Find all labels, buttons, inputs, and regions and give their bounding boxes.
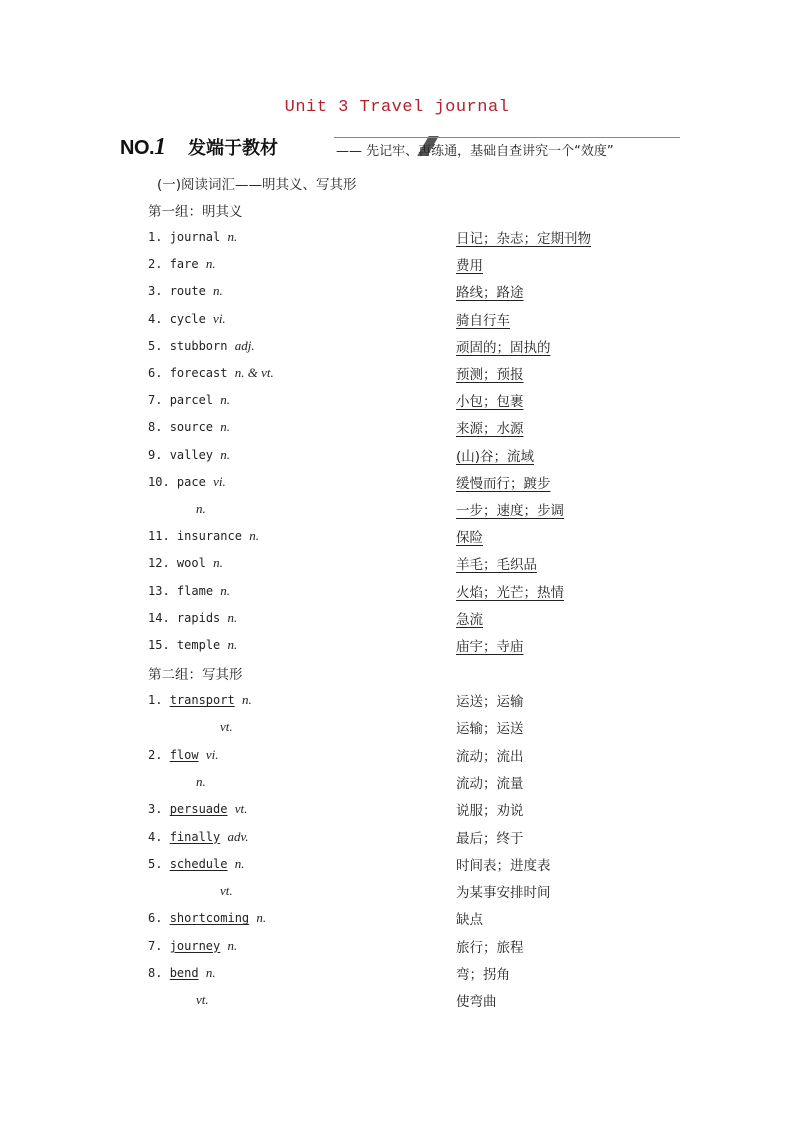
word-entry: [148, 610, 237, 626]
part-of-speech: vt.: [196, 992, 209, 1008]
part-of-speech: n.: [249, 528, 259, 544]
list-item: [0, 992, 794, 1012]
word-entry: [220, 883, 233, 899]
list-item: [0, 555, 794, 575]
list-item: [0, 474, 794, 494]
item-number: 5.: [148, 856, 163, 871]
word-meaning: 庙宇；寺庙: [456, 639, 524, 655]
word-entry: [148, 938, 237, 954]
word-meaning: 旅行；旅程: [456, 939, 524, 956]
part-of-speech: adv.: [227, 828, 249, 844]
word-meaning: 火焰；光芒；热情: [456, 584, 564, 601]
part-of-speech: adj.: [234, 337, 255, 353]
list-item: [0, 229, 794, 249]
item-number: 8.: [148, 966, 163, 980]
list-item: [0, 774, 794, 794]
section-title: (一)阅读词汇——明其义、写其形: [157, 177, 357, 193]
vocab-word: fare: [169, 257, 199, 272]
part-of-speech: n.: [227, 609, 238, 625]
vocab-word: route: [169, 284, 206, 299]
part-of-speech: n.: [241, 692, 252, 707]
word-meaning: 顽固的；固执的: [456, 339, 551, 356]
item-number: 2.: [148, 747, 163, 762]
part-of-speech: vt.: [234, 801, 248, 817]
list-item: [0, 856, 794, 876]
vocab-word: bend: [169, 966, 199, 980]
item-number: 5.: [148, 338, 163, 353]
word-entry: [148, 583, 230, 599]
part-of-speech: n.: [205, 965, 216, 980]
word-meaning: 羊毛；毛织品: [456, 557, 537, 574]
word-entry: [148, 637, 237, 653]
part-of-speech: vi.: [213, 310, 226, 326]
item-number: 12.: [148, 556, 170, 571]
word-meaning: 来源；水源: [456, 421, 524, 438]
part-of-speech: vt.: [220, 883, 233, 899]
part-of-speech: n.: [220, 582, 231, 598]
word-meaning: 为某事安排时间: [456, 885, 551, 902]
item-number: 3.: [148, 284, 163, 299]
list-item: [0, 311, 794, 331]
list-item: [0, 338, 794, 358]
word-entry: [220, 719, 233, 735]
word-entry: [148, 965, 216, 981]
word-meaning: 保险: [456, 530, 483, 547]
part-of-speech: n.: [205, 256, 216, 272]
word-meaning: 时间表；进度表: [456, 857, 551, 874]
list-item: [0, 965, 794, 985]
vocab-word: finally: [169, 829, 221, 844]
part-of-speech: n. & vt.: [234, 365, 274, 380]
list-item: [0, 610, 794, 630]
word-entry: [148, 256, 216, 272]
part-of-speech: n.: [196, 773, 206, 789]
vocab-word: transport: [169, 693, 235, 707]
word-meaning: 最后；终于: [456, 830, 524, 847]
banner-rule: [334, 137, 680, 138]
vocab-word: pace: [176, 474, 206, 489]
word-entry: [148, 474, 226, 490]
word-entry: [148, 419, 230, 435]
word-meaning: 流动；流量: [456, 775, 524, 792]
part-of-speech: n.: [213, 283, 223, 299]
word-entry: [196, 501, 206, 517]
list-item: [0, 883, 794, 903]
word-meaning: 路线；路途: [456, 285, 524, 302]
vocab-word: wool: [176, 556, 206, 571]
item-number: 10.: [148, 474, 170, 489]
item-number: 8.: [148, 420, 163, 435]
list-item: [0, 637, 794, 657]
vocab-word: journey: [169, 938, 221, 953]
word-entry: [148, 692, 252, 708]
word-entry: [148, 338, 255, 354]
word-entry: [148, 311, 226, 327]
list-item: [0, 829, 794, 849]
word-meaning: 缓慢而行；踱步: [456, 475, 551, 492]
item-number: 6.: [148, 366, 163, 380]
part-of-speech: vi.: [205, 746, 219, 762]
vocab-word: cycle: [169, 311, 206, 326]
part-of-speech: n.: [220, 446, 231, 462]
word-entry: [148, 447, 230, 463]
word-entry: [148, 829, 249, 845]
vocab-word: forecast: [169, 366, 228, 380]
word-entry: [148, 910, 266, 926]
word-entry: [196, 992, 209, 1008]
word-meaning: 日记；杂志；定期刊物: [456, 231, 591, 247]
item-number: 4.: [148, 829, 163, 844]
item-number: 4.: [148, 311, 163, 326]
vocab-word: journal: [169, 230, 221, 244]
word-entry: [148, 528, 259, 544]
list-item: [0, 256, 794, 276]
word-meaning: 骑自行车: [456, 312, 510, 329]
vocab-word: flame: [176, 583, 214, 598]
word-meaning: 使弯曲: [456, 994, 497, 1011]
group1-label: 第一组：明其义: [148, 204, 243, 220]
word-entry: [196, 774, 206, 790]
list-item: [0, 747, 794, 767]
word-meaning: (山)谷；流域: [456, 448, 535, 465]
part-of-speech: n.: [213, 555, 223, 571]
word-entry: [148, 801, 247, 817]
word-meaning: 小包；包裹: [456, 394, 524, 411]
part-of-speech: n.: [196, 501, 206, 516]
list-item: [0, 938, 794, 958]
part-of-speech: n.: [227, 229, 238, 244]
item-number: 15.: [148, 638, 170, 652]
item-number: 1.: [148, 693, 163, 707]
list-item: [0, 801, 794, 821]
item-number: 2.: [148, 257, 163, 272]
vocab-word: source: [169, 420, 214, 435]
vocab-word: flow: [169, 747, 199, 762]
word-meaning: 急流: [456, 611, 483, 628]
vocab-word: stubborn: [169, 338, 228, 353]
part-of-speech: n.: [256, 910, 267, 926]
word-meaning: 运输；运送: [456, 721, 524, 738]
word-meaning: 费用: [456, 258, 483, 275]
list-item: [0, 365, 794, 385]
word-meaning: 说服；劝说: [456, 803, 524, 820]
item-number: 3.: [148, 802, 163, 817]
part-of-speech: vi.: [213, 473, 226, 489]
group2-label: 第二组：写其形: [148, 667, 243, 683]
vocab-word: rapids: [176, 610, 221, 625]
vocab-word: shortcoming: [169, 911, 250, 926]
list-item: [0, 528, 794, 548]
vocab-word: parcel: [169, 393, 214, 408]
word-entry: [148, 365, 274, 381]
item-number: 13.: [148, 583, 170, 598]
part-of-speech: n.: [227, 637, 238, 652]
word-entry: [148, 229, 237, 245]
word-entry: [148, 747, 218, 763]
item-number: 9.: [148, 447, 163, 462]
part-of-speech: n.: [234, 855, 245, 871]
list-item: [0, 447, 794, 467]
item-number: 7.: [148, 938, 163, 953]
part-of-speech: vt.: [220, 719, 233, 735]
vocab-word: schedule: [169, 856, 228, 871]
part-of-speech: n.: [220, 419, 231, 435]
vocab-word: valley: [169, 447, 214, 462]
vocab-word: persuade: [169, 802, 228, 817]
item-number: 6.: [148, 911, 163, 926]
part-of-speech: n.: [227, 937, 238, 953]
vocab-word: insurance: [176, 529, 242, 544]
word-meaning: 弯；拐角: [456, 967, 510, 983]
word-entry: [148, 283, 223, 299]
banner-number: NO.1: [120, 134, 166, 160]
word-meaning: 预测；预报: [456, 367, 524, 383]
item-number: 7.: [148, 393, 163, 408]
item-number: 14.: [148, 610, 170, 625]
list-item: [0, 910, 794, 930]
list-item: [0, 501, 794, 521]
word-meaning: 缺点: [456, 912, 483, 929]
vocab-word: temple: [176, 638, 221, 652]
list-item: [0, 419, 794, 439]
word-entry: [148, 392, 230, 408]
banner-subtitle: —— 先记牢、再练通，基础自查讲究一个“效度”: [336, 144, 614, 159]
word-entry: [148, 555, 223, 571]
page-title: Unit 3 Travel journal: [284, 98, 510, 117]
list-item: [0, 583, 794, 603]
list-item: [0, 392, 794, 412]
list-item: [0, 283, 794, 303]
list-item: [0, 692, 794, 712]
section-banner: [120, 132, 680, 162]
banner-heading: 发端于教材: [188, 138, 278, 159]
word-meaning: 运送；运输: [456, 694, 524, 710]
word-meaning: 一步；速度；步调: [456, 503, 564, 519]
list-item: [0, 719, 794, 739]
item-number: 1.: [148, 230, 163, 244]
part-of-speech: n.: [220, 392, 231, 408]
item-number: 11.: [148, 529, 170, 544]
word-entry: [148, 856, 244, 872]
word-meaning: 流动；流出: [456, 748, 524, 765]
